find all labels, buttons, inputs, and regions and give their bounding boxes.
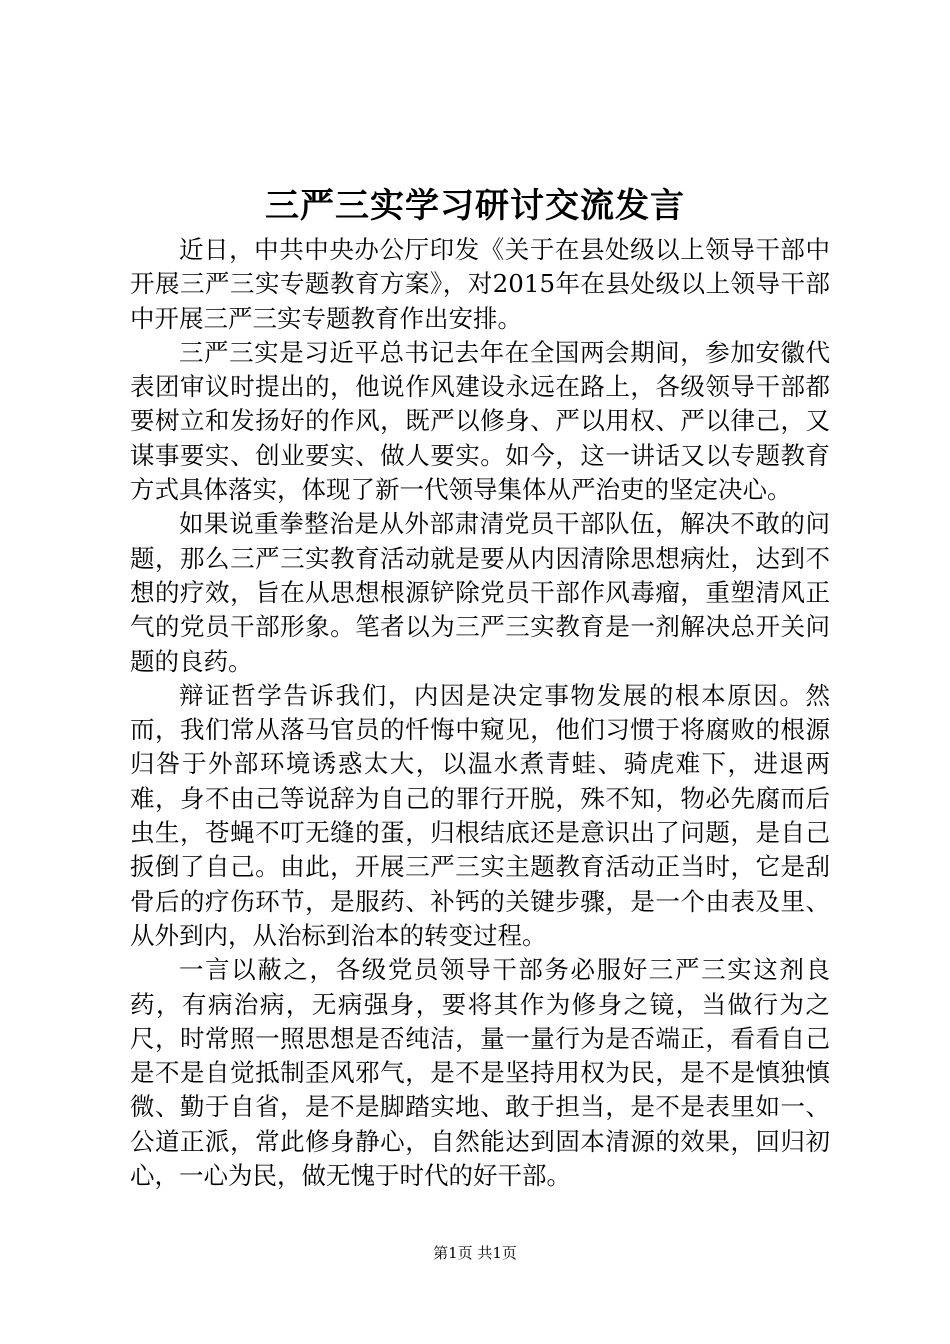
document-title: 三严三实学习研讨交流发言 xyxy=(265,186,685,226)
paragraph-1: 近日，中共中央办公厅印发《关于在县处级以上领导干部中开展三严三实专题教育方案》，对2015年在县处级以上领导干部中开展三严三实专题教育作出安排。 xyxy=(130,235,830,333)
paragraph-2: 三严三实是习近平总书记去年在全国两会期间，参加安徽代表团审议时提出的，他说作风建设永远在路上，各级领导干部都要树立和发扬好的作风，既严以修身、严以用权、严以律己，又谋事要实、创业要实、做人要实。如今，这一讲话又以专题教育方式具体落实，体现了新一代领导集体从严治吏的坚定决心。 xyxy=(130,337,830,505)
page-footer: 第1页 共1页 xyxy=(433,1244,517,1262)
document-body xyxy=(130,233,830,1193)
paragraph-3: 如果说重拳整治是从外部肃清党员干部队伍，解决不敢的问题，那么三严三实教育活动就是要从内因清除思想病灶，达到不想的疗效，旨在从思想根源铲除党员干部作风毒瘤，重塑清风正气的党员干部形象。笔者以为三严三实教育是一剂解决总开关问题的良药。 xyxy=(130,509,830,676)
paragraph-5: 一言以蔽之，各级党员领导干部务必服好三严三实这剂良药，有病治病，无病强身，要将其作为修身之镜，当做行为之尺，时常照一照思想是否纯洁，量一量行为是否端正，看看自己是不是自觉抵制歪风邪气，是不是坚持用权为民，是不是慎独慎微、勤于自省，是不是脚踏实地、敢于担当，是不是表里如一、公道正派，常此修身静心，自然能达到固本清源的效果，回归初心，一心为民，做无愧于时代的好干部。 xyxy=(130,955,830,1191)
paragraph-4: 辩证哲学告诉我们，内因是决定事物发展的根本原因。然而，我们常从落马官员的忏悔中窥见，他们习惯于将腐败的根源归咎于外部环境诱惑太大，以温水煮青蛙、骑虎难下，进退两难，身不由己等说辞为自己的罪行开脱，殊不知，物必先腐而后虫生，苍蝇不叮无缝的蛋，归根结底还是意识出了问题，是自己扳倒了自己。由此，开展三严三实主题教育活动正当时，它是刮骨后的疗伤环节，是服药、补钙的关键步骤，是一个由表及里、从外到内，从治标到治本的转变过程。 xyxy=(130,680,830,950)
